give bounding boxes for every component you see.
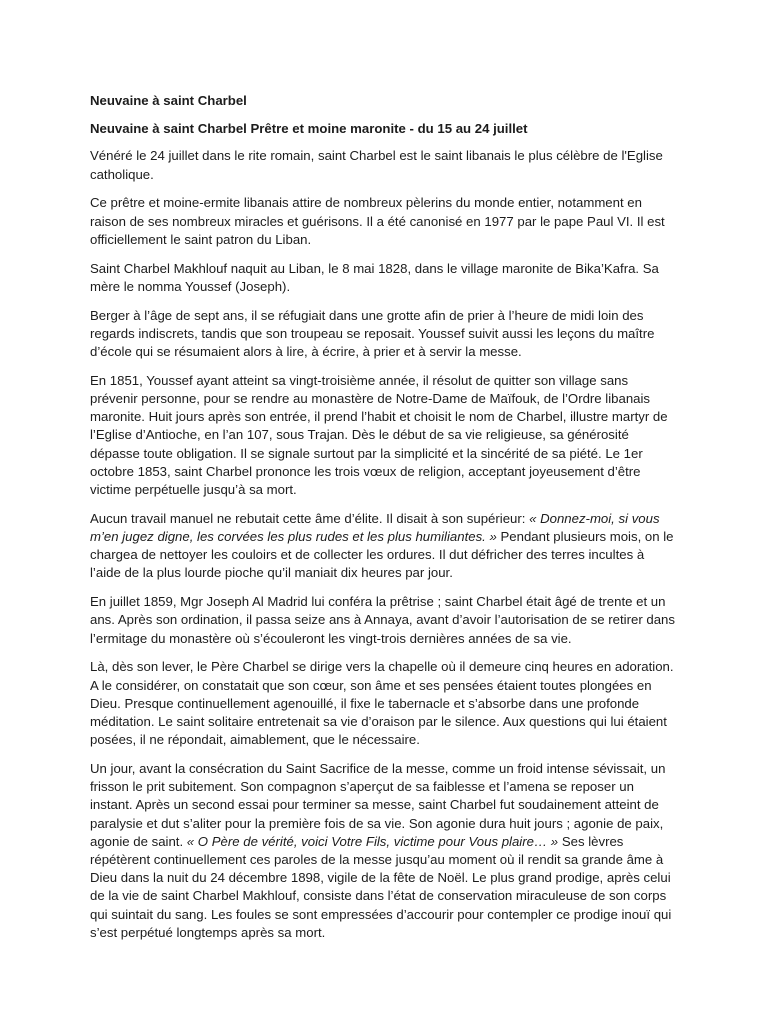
italic-quote: « O Père de vérité, voici Votre Fils, victime pour Vous plaire… » [186, 833, 559, 849]
document-page [90, 92, 678, 953]
paragraph-6 [90, 510, 678, 583]
paragraph-text: Pendant plusieurs mois, on le chargea de nettoyer les couloirs et de collecter les ordures. Il dut défricher des terres incultes à l’aide de la plus lourde pioche qu’il maniait dix heures par jour. [90, 529, 674, 581]
paragraph-text: Aucun travail manuel ne rebutait cette âme d’élite. Il disait à son supérieur: [90, 510, 530, 526]
document-subtitle: Neuvaine à saint Charbel Prêtre et moine maronite - du 15 au 24 juillet [90, 121, 528, 137]
paragraph-1 [90, 147, 678, 183]
paragraph-text: En juillet 1859, Mgr Joseph Al Madrid lui conféra la prêtrise ; saint Charbel était âgé de trente et un ans. Après son ordination, il passa seize ans à Annaya, avant d’avoir l’autorisation de se retirer dans l’ermitage du monastère où s’écouleront les vingt-trois dernières années de sa vie. [90, 594, 675, 646]
paragraph-text: Saint Charbel Makhlouf naquit au Liban, le 8 mai 1828, dans le village maronite de Bika’Kafra. Sa mère le nomma Youssef (Joseph). [90, 260, 659, 294]
paragraph-8 [90, 658, 678, 749]
paragraph-2 [90, 194, 678, 249]
paragraph-text: Ce prêtre et moine-ermite libanais attire de nombreux pèlerins du monde entier, notamment en raison de ses nombreux miracles et guérisons. Il a été canonisé en 1977 par le pape Paul VI. Il est officiellement le saint patron du Liban. [90, 195, 665, 247]
paragraph-text: Là, dès son lever, le Père Charbel se dirige vers la chapelle où il demeure cinq heures en adoration. A le considérer, on constatait que son cœur, son âme et ses pensées étaient toutes plongées en Dieu. Presque continuellement agenouillé, il fixe le tabernacle et s’absorbe dans une profonde méditation. Le saint solitaire entretenait sa vie d’oraison par le silence. Aux questions qui lui étaient posées, il ne répondait, aimablement, que le nécessaire. [90, 659, 674, 748]
paragraph-text: Berger à l’âge de sept ans, il se réfugiait dans une grotte afin de prier à l’heure de midi loin des regards indiscrets, tandis que son troupeau se reposait. Youssef suivit aussi les leçons du maître d’école qui se résumaient alors à lire, à écrire, à prier et à servir la messe. [90, 307, 655, 360]
paragraph-4 [90, 307, 678, 362]
paragraph-text: Ses lèvres répétèrent continuellement ces paroles de la messe jusqu’au moment où il rendit sa grande âme à Dieu dans la nuit du 24 décembre 1898, vigile de la fête de Noël. Le plus grand prodige, après celui de la vie de saint Charbel Makhlouf, consiste dans l’état de conservation miraculeuse de son corps qui suintait du sang. Les foules se sont empressées d’accourir pour contempler ce prodige inouï qui s’est perpétué longtemps après sa mort. [90, 833, 672, 940]
paragraph-3 [90, 260, 678, 296]
italic-quote: « Donnez-moi, si vous m’en jugez digne, les corvées les plus rudes et les plus humiliantes. » [90, 510, 660, 545]
paragraph-7 [90, 593, 678, 648]
paragraph-text: En 1851, Youssef ayant atteint sa vingt-troisième année, il résolut de quitter son village sans prévenir personne, pour se rendre au monastère de Notre-Dame de Maïfouk, de l’Ordre libanais maronite. Huit jours après son entrée, il prend l’habit et choisit le nom de Charbel, illustre martyr de l’Eglise d’Antioche, en l’an 107, sous Trajan. Dès le début de sa vie religieuse, sa générosité dépasse toute obligation. Il se signale surtout par la simplicité et la sincérité de sa piété. Le 1er octobre 1853, saint Charbel prononce les trois vœux de religion, acceptant joyeusement d’être victime perpétuelle jusqu’à sa mort. [90, 372, 668, 498]
paragraph-text: Un jour, avant la consécration du Saint Sacrifice de la messe, comme un froid intense sévissait, un frisson le prit subitement. Son compagnon s’aperçut de sa faiblesse et l’amena se reposer un instant. Après un second essai pour terminer sa messe, saint Charbel fut soudainement atteint de paralysie et dut s’aliter pour la première fois de sa vie. Son agonie dura huit jours ; agonie de paix, agonie de saint. [90, 761, 666, 849]
paragraph-5 [90, 372, 678, 499]
document-title: Neuvaine à saint Charbel [90, 93, 247, 108]
paragraph-9 [90, 760, 678, 942]
paragraph-text: Vénéré le 24 juillet dans le rite romain, saint Charbel est le saint libanais le plus célèbre de l'Eglise catholique. [90, 148, 663, 182]
